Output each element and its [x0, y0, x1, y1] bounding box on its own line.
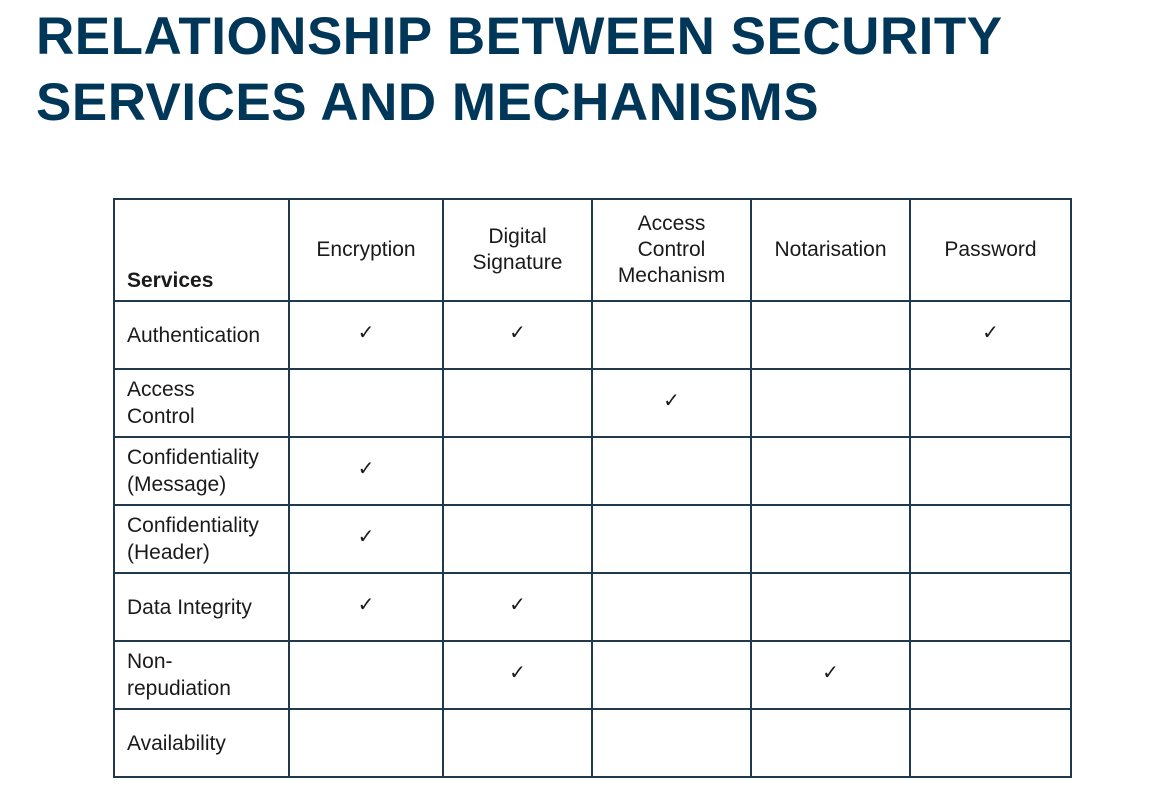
check-icon: ✓ [357, 455, 375, 480]
check-icon: ✓ [663, 387, 680, 412]
table-row [114, 505, 1071, 573]
mechanism-label: Digital Signature [472, 225, 563, 274]
matrix-cell [592, 369, 751, 437]
matrix-cell [751, 301, 910, 369]
matrix-cell [910, 709, 1071, 777]
mechanism-label: Password [944, 238, 1037, 261]
table-body [114, 301, 1071, 777]
matrix-cell [910, 369, 1071, 437]
matrix-cell [910, 301, 1071, 369]
matrix-cell [592, 573, 751, 641]
matrix-cell [592, 641, 751, 709]
check-icon: ✓ [509, 319, 526, 344]
table-row [114, 301, 1071, 369]
matrix-cell [910, 573, 1071, 641]
matrix-cell [443, 505, 592, 573]
matrix-cell [751, 369, 910, 437]
matrix-cell [289, 505, 443, 573]
service-cell: Non- repudiation [114, 641, 289, 709]
check-icon: ✓ [357, 523, 375, 548]
service-cell: Authentication [114, 301, 289, 369]
table-row [114, 641, 1071, 709]
page-title [36, 4, 1003, 136]
check-icon: ✓ [357, 319, 375, 344]
matrix-cell [443, 573, 592, 641]
matrix-cell [592, 505, 751, 573]
matrix-cell [910, 437, 1071, 505]
services-mechanisms-table [113, 198, 1072, 778]
page-title-line-2: SERVICES AND MECHANISMS [36, 73, 820, 132]
matrix-cell [592, 709, 751, 777]
table-row [114, 437, 1071, 505]
matrix-cell [289, 641, 443, 709]
service-cell: Access Control [114, 369, 289, 437]
mechanism-label: Notarisation [774, 238, 887, 261]
matrix-cell [751, 573, 910, 641]
service-cell: Confidentiality (Message) [114, 437, 289, 505]
matrix-cell [289, 369, 443, 437]
matrix-cell [289, 709, 443, 777]
mechanism-header-access-control-mechanism [592, 199, 751, 301]
check-icon: ✓ [357, 591, 375, 616]
table-row [114, 573, 1071, 641]
matrix-cell [751, 641, 910, 709]
matrix-cell [592, 301, 751, 369]
matrix-cell [443, 641, 592, 709]
matrix-cell [289, 573, 443, 641]
table-header-row [114, 199, 1071, 301]
matrix-cell [751, 437, 910, 505]
check-icon: ✓ [982, 319, 999, 344]
service-cell: Confidentiality (Header) [114, 505, 289, 573]
matrix-cell [443, 709, 592, 777]
check-icon: ✓ [509, 659, 526, 684]
check-icon: ✓ [509, 591, 526, 616]
matrix-cell [443, 301, 592, 369]
mechanism-label: Encryption [316, 238, 416, 261]
mechanism-header-password [910, 199, 1071, 301]
services-column-header: Services [114, 199, 289, 301]
service-cell: Availability [114, 709, 289, 777]
matrix-cell [289, 437, 443, 505]
matrix-cell [910, 641, 1071, 709]
matrix-cell [751, 709, 910, 777]
mechanism-header-digital-signature [443, 199, 592, 301]
matrix-cell [289, 301, 443, 369]
table-row [114, 709, 1071, 777]
table-row [114, 369, 1071, 437]
service-cell: Data Integrity [114, 573, 289, 641]
matrix-cell [751, 505, 910, 573]
mechanism-label: Access Control Mechanism [617, 212, 726, 287]
mechanism-header-encryption [289, 199, 443, 301]
mechanism-header-notarisation [751, 199, 910, 301]
matrix-cell [910, 505, 1071, 573]
matrix-cell [443, 369, 592, 437]
page-title-line-1: RELATIONSHIP BETWEEN SECURITY [36, 7, 1003, 66]
matrix-cell [592, 437, 751, 505]
matrix-cell [443, 437, 592, 505]
check-icon: ✓ [822, 659, 839, 684]
